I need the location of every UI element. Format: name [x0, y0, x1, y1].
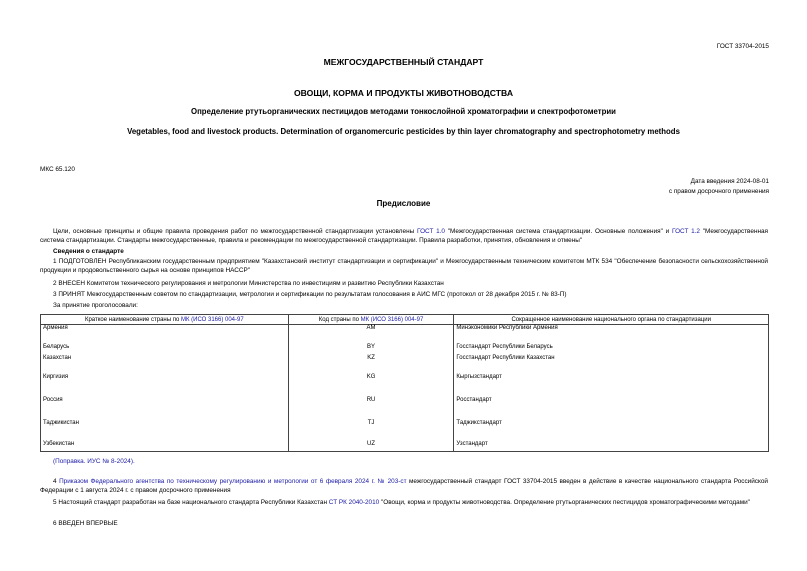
- document-title: ОВОЩИ, КОРМА И ПРОДУКТЫ ЖИВОТНОВОДСТВА: [293, 88, 514, 98]
- mk-iso-link[interactable]: МК (ИСО 3166) 004-97: [360, 316, 424, 323]
- table-row: [41, 374, 769, 397]
- paragraph-text: "Межгосударственная система стандартизации. Стандарты межгосударственные, правила и рекомендации по межгосударственной стандартизации. Правила разработки, принятия, обновления и отмены": [40, 228, 769, 244]
- body-cell: Минэкономики Республики Армения: [454, 325, 769, 344]
- amendment-note[interactable]: (Поправка. ИУС № 8-2024).: [53, 458, 135, 465]
- mk-iso-link[interactable]: МК (ИСО 3166) 004-97: [180, 316, 244, 323]
- vote-label: За принятие проголосовали:: [53, 302, 138, 309]
- body-cell: Госстандарт Республики Беларусь: [454, 344, 769, 355]
- document-number: ГОСТ 33704-2015: [716, 43, 769, 50]
- paragraph-text: Цели, основные принципы и общие правила проведения работ по межгосударственной стандартизации установлены: [53, 228, 417, 235]
- document-title-english: Vegetables, food and livestock products. Determination of organomercuric pesticides by thin layer chromatography and spectrophotometry methods: [127, 127, 680, 136]
- paragraph-text: "Межгосударственная система стандартизации. Основные положения" и: [445, 228, 672, 235]
- table-row: [41, 355, 769, 374]
- body-cell: Узстандарт: [454, 441, 769, 452]
- gost-1-0-link[interactable]: ГОСТ 1.0: [416, 228, 445, 235]
- voting-countries-table: [40, 314, 769, 452]
- introduction-date: Дата введения 2024-08-01: [690, 178, 769, 185]
- code-cell: KG: [288, 374, 454, 397]
- item-5-basis: 5 Настоящий стандарт разработан на базе национального стандарта Республики Казахстан СТ РК 2040-2010 "Овощи, корма и продукты животноводства. Определение ртутьорганических пестицидов хроматографическими методами": [53, 499, 750, 506]
- item-4-order: 4 Приказом Федерального агентства по техническому регулированию и метрологии от 6 февраля 2024 г. № 203-ст межгосударственный стандарт ГОСТ 33704-2015 введен в действие в качестве национального стандарта Российской Федерации с 1 августа 2024 г. с правом досрочного применения: [40, 478, 768, 494]
- table-row: [41, 397, 769, 420]
- mks-code: МКС 65.120: [40, 166, 75, 173]
- country-cell: Таджикистан: [41, 420, 289, 441]
- country-cell: Казахстан: [41, 355, 289, 374]
- foreword-paragraph: [40, 228, 768, 245]
- code-cell: AM: [288, 325, 454, 344]
- table-row: [41, 344, 769, 355]
- country-cell: Россия: [41, 397, 289, 420]
- code-cell: KZ: [288, 355, 454, 374]
- country-cell: Киргизия: [41, 374, 289, 397]
- code-cell: BY: [288, 344, 454, 355]
- column-header-country: Краткое наименование страны по МК (ИСО 3166) 004-97: [41, 315, 289, 325]
- body-cell: Госстандарт Республики Казахстан: [454, 355, 769, 374]
- table-row: [41, 325, 769, 344]
- item-6-first-introduced: 6 ВВЕДЕН ВПЕРВЫЕ: [53, 520, 118, 527]
- item-3-adopted: 3 ПРИНЯТ Межгосударственным советом по стандартизации, метрологии и сертификации по результатам голосования в АИС МГС (протокол от 28 декабря 2015 г. № 83-П): [53, 291, 567, 298]
- country-cell: Узбекистан: [41, 441, 289, 452]
- body-cell: Таджикстандарт: [454, 420, 769, 441]
- foreword-heading: Предисловие: [376, 199, 431, 208]
- code-cell: TJ: [288, 420, 454, 441]
- body-cell: Кыргызстандарт: [454, 374, 769, 397]
- item-2-submitted: 2 ВНЕСЕН Комитетом технического регулирования и метрологии Министерства по инвестициям и развитию Республики Казахстан: [53, 280, 444, 287]
- st-rk-link[interactable]: СТ РК 2040-2010: [328, 499, 380, 506]
- country-cell: Армения: [41, 325, 289, 344]
- standard-info-heading: Сведения о стандарте: [53, 248, 124, 255]
- document-subtitle: Определение ртутьорганических пестицидов методами тонкослойной хроматографии и спектрофотометрии: [191, 107, 616, 116]
- code-cell: RU: [288, 397, 454, 420]
- early-application-note: с правом досрочного применения: [668, 188, 769, 195]
- gost-1-2-link[interactable]: ГОСТ 1.2: [671, 228, 700, 235]
- body-cell: Росстандарт: [454, 397, 769, 420]
- country-cell: Беларусь: [41, 344, 289, 355]
- code-cell: UZ: [288, 441, 454, 452]
- column-header-body: Сокращенное наименование национального органа по стандартизации: [454, 315, 769, 325]
- column-header-code: Код страны по МК (ИСО 3166) 004-97: [288, 315, 454, 325]
- item-1-prepared: 1 ПОДГОТОВЛЕН Республиканским государственным предприятием "Казахстанский институт стандартизации и сертификации" и Межгосударственным техническим комитетом МТК 534 "Обеспечение безопасности сельскохозяйственной продукции и продовольственного сырья на основе принципов НАССР": [40, 258, 768, 274]
- rosstandart-order-link[interactable]: Приказом Федерального агентства по техническому регулированию и метрологии от 6 февраля 2024 г. № 203-ст: [59, 478, 407, 485]
- table-row: [41, 420, 769, 441]
- table-header-row: [41, 315, 769, 325]
- standard-type: МЕЖГОСУДАРСТВЕННЫЙ СТАНДАРТ: [323, 57, 484, 67]
- table-row: [41, 441, 769, 452]
